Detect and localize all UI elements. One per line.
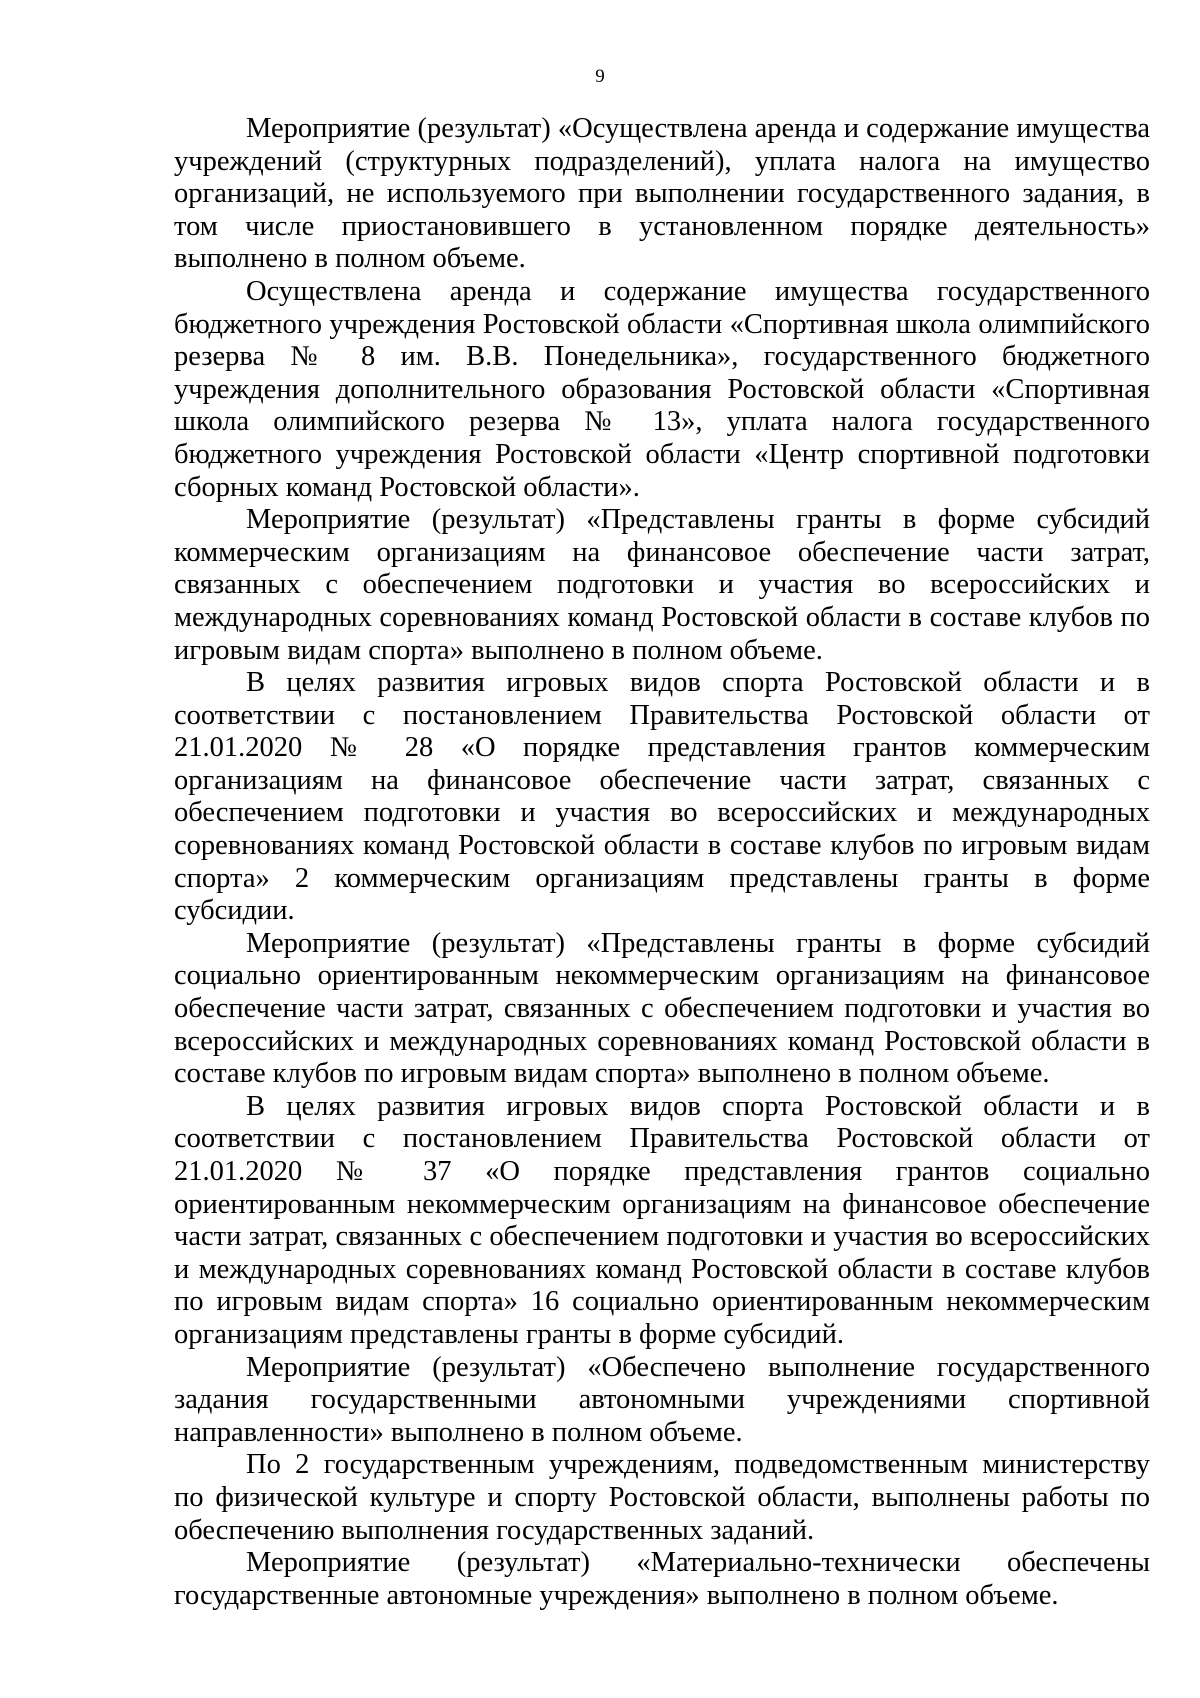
page-number: 9 (595, 66, 605, 87)
paragraph-nonprofit-grants-details: В целях развития игровых видов спорта Ростовской области и в соответствии с постановлением Правительства Ростовской области от 21.01.2020 № 37 «О порядке представления грантов социально ориентированным некоммерческим организациям на финансовое обеспечение части затрат, связанных с обеспечением подготовки и участия во всероссийских и международных соревнованиях команд Ростовской области в составе клубов по игровым видам спорта» 16 социально ориентированным некоммерческим организациям представлены гранты в форме субсидий. (174, 1090, 1150, 1350)
paragraph-event-nonprofit-grants: Мероприятие (результат) «Представлены гранты в форме субсидий социально ориентированным некоммерческим организациям на финансовое обеспечение части затрат, связанных с обеспечением подготовки и участия во всероссийских и международных соревнованиях команд Ростовской области в составе клубов по игровым видам спорта» выполнено в полном объеме. (174, 927, 1150, 1090)
paragraph-property-rent-details: Осуществлена аренда и содержание имущества государственного бюджетного учреждения Ростовской области «Спортивная школа олимпийского резерва № 8 им. В.В. Понедельника», государственного бюджетного учреждения дополнительного образования Ростовской области «Спортивная школа олимпийского резерва № 13», уплата налога государственного бюджетного учреждения Ростовской области «Центр спортивной подготовки сборных команд Ростовской области». (174, 275, 1150, 503)
paragraph-event-state-assignment: Мероприятие (результат) «Обеспечено выполнение государственного задания государственными автономными учреждениями спортивной направленности» выполнено в полном объеме. (174, 1351, 1150, 1448)
paragraph-event-commercial-grants: Мероприятие (результат) «Представлены гранты в форме субсидий коммерческим организациям на финансовое обеспечение части затрат, связанных с обеспечением подготовки и участия во всероссийских и международных соревнованиях команд Ростовской области в составе клубов по игровым видам спорта» выполнено в полном объеме. (174, 504, 1150, 666)
paragraph-state-assignment-details: По 2 государственным учреждениям, подведомственным министерству по физической культуре и спорту Ростовской области, выполнены работы по обеспечению выполнения государственных заданий. (174, 1449, 1150, 1546)
paragraph-event-material-support: Мероприятие (результат) «Материально-технически обеспечены государственные автономные учреждения» выполнено в полном объеме. (174, 1547, 1150, 1611)
paragraph-event-property-rent: Мероприятие (результат) «Осуществлена аренда и содержание имущества учреждений (структурных подразделений), уплата налога на имущество организаций, не используемого при выполнении государственного задания, в том числе приостановившего в установленном порядке деятельность» выполнено в полном объеме. (174, 113, 1150, 275)
document-body (174, 113, 1150, 1612)
paragraph-commercial-grants-details: В целях развития игровых видов спорта Ростовской области и в соответствии с постановлением Правительства Ростовской области от 21.01.2020 № 28 «О порядке представления грантов коммерческим организациям на финансовое обеспечение части затрат, связанных с обеспечением подготовки и участия во всероссийских и международных соревнованиях команд Ростовской области в составе клубов по игровым видам спорта» 2 коммерческим организациям представлены гранты в форме субсидии. (174, 667, 1150, 927)
